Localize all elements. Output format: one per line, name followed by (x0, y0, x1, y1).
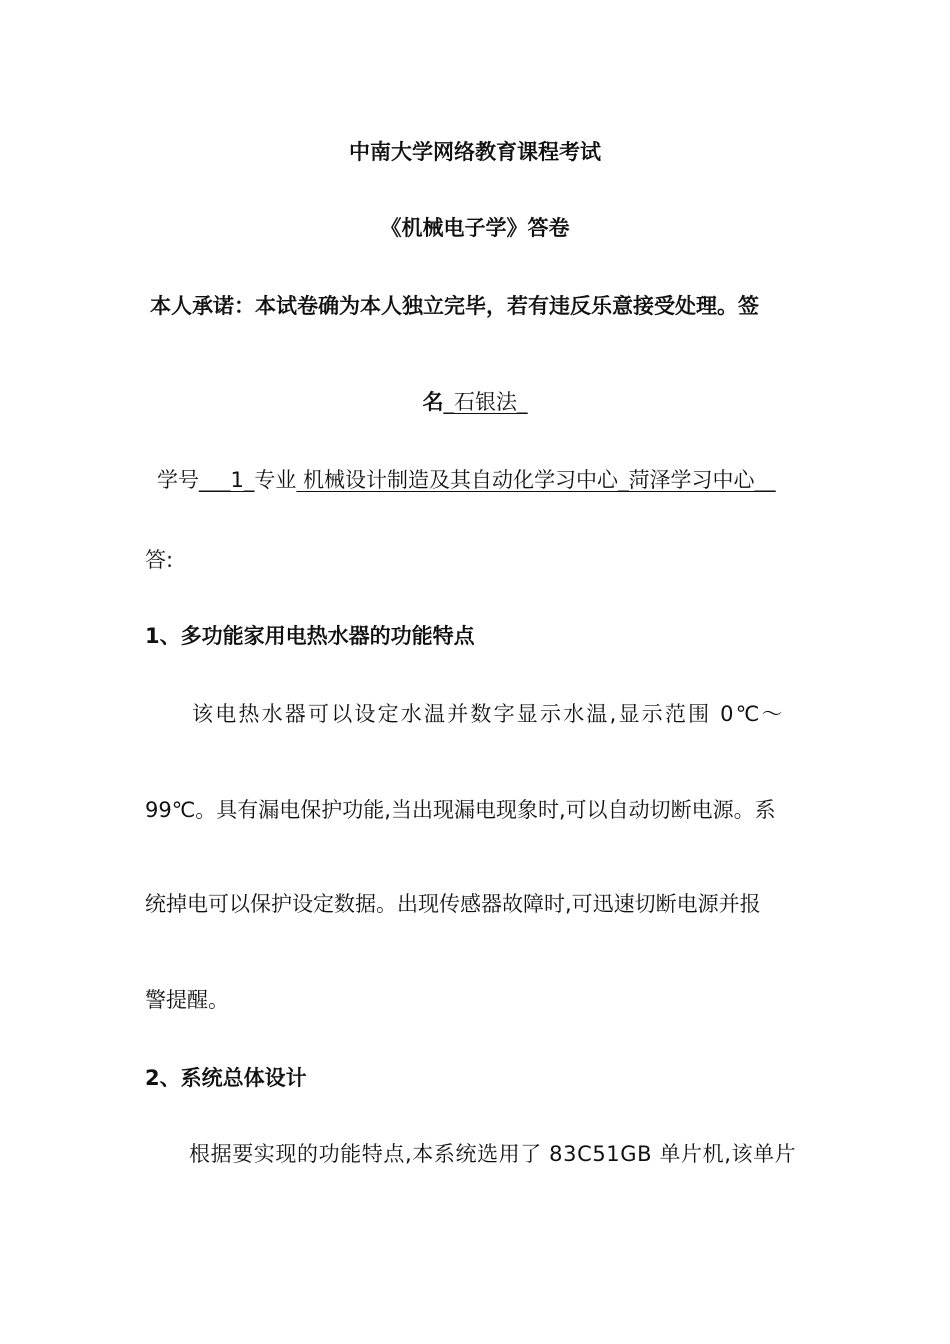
major-value: 机械设计制造及其自动化 (296, 468, 535, 492)
paragraph-line: 统掉电可以保护设定数据。出现传感器故障时,可迅速切断电源并报 (145, 892, 761, 916)
answer-label: 答: (145, 548, 174, 572)
signature-label: 名 (422, 390, 444, 414)
paragraph-line: 99℃。具有漏电保护功能,当出现漏电现象时,可以自动切断电源。系 (145, 798, 776, 822)
student-id-label: 学号 (157, 468, 199, 492)
exam-title: 中南大学网络教育课程考试 (349, 140, 601, 164)
learning-center-label: 学习中心 (534, 468, 619, 492)
paragraph-line: 警提醒。 (145, 988, 229, 1012)
exam-subtitle: 《机械电子学》答卷 (380, 216, 570, 240)
major-label: 专业 (254, 468, 297, 492)
pledge-statement: 本人承诺：本试卷确为本人独立完毕，若有违反乐意接受处理。签 (150, 294, 759, 318)
signature-line (0, 387, 950, 417)
paragraph-line: 该电热水器可以设定水温并数字显示水温,显示范围 0℃～ (192, 702, 785, 726)
signature-value: _石银法_ (443, 390, 528, 414)
section-heading: 2、系统总体设计 (145, 1066, 307, 1090)
section-heading: 1、多功能家用电热水器的功能特点 (145, 624, 475, 648)
student-info-line (157, 465, 776, 495)
student-id-value: ___1_ (199, 468, 255, 492)
paragraph-line: 根据要实现的功能特点,本系统选用了 83C51GB 单片机,该单片 (189, 1142, 797, 1166)
learning-center-value: _菏泽学习中心__ (618, 468, 776, 492)
